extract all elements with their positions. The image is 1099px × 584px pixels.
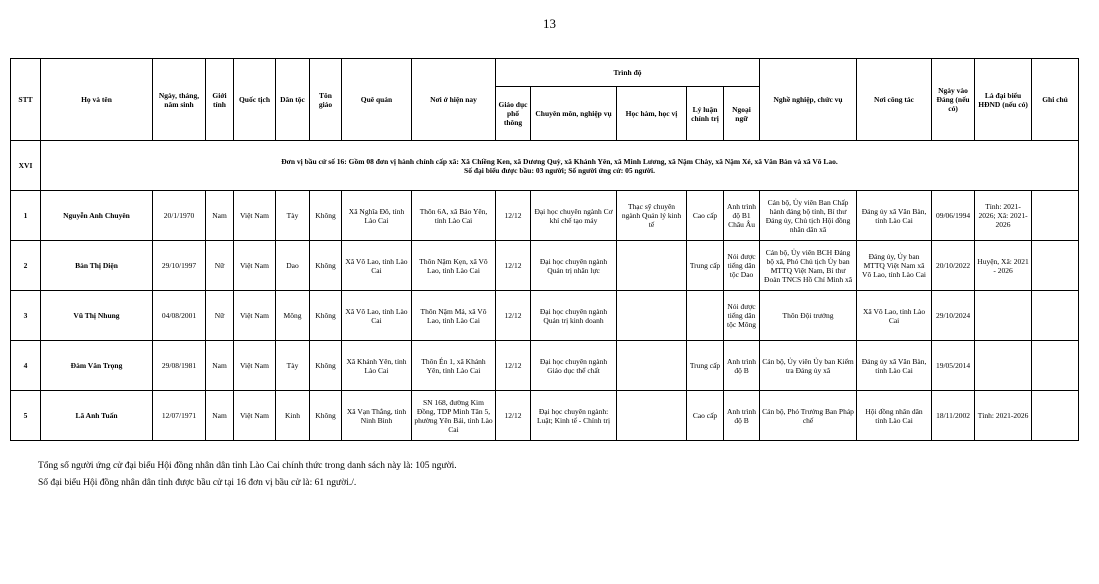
cell-delegate [975, 341, 1032, 391]
header-row-1 [11, 59, 1079, 87]
cell-language: Anh trình độ B1 Châu Âu [724, 191, 760, 241]
cell-ethnicity: Mông [276, 291, 310, 341]
cell-religion: Không [310, 191, 342, 241]
page-number: 13 [543, 16, 556, 31]
cell-residence: Thôn 6A, xã Bảo Yên, tỉnh Lào Cai [412, 191, 496, 241]
cell-politics: Cao cấp [687, 191, 724, 241]
cell-specialty: Đại học chuyên ngành Cơ khí chế tạo máy [531, 191, 617, 241]
cell-general-edu: 12/12 [496, 391, 531, 441]
cell-religion: Không [310, 241, 342, 291]
cell-degree [617, 341, 687, 391]
cell-party-date: 20/10/2022 [932, 241, 975, 291]
cell-hometown: Xã Vạn Thắng, tỉnh Ninh Bình [342, 391, 412, 441]
cell-degree [617, 241, 687, 291]
cell-stt: 4 [11, 341, 41, 391]
footer-total-delegates: Số đại biểu Hội đồng nhân dân tỉnh được bầu cử tại 16 đơn vị bầu cử là: 61 người./. [38, 478, 357, 488]
cell-language: Nói được tiếng dân tộc Mông [724, 291, 760, 341]
cell-delegate: Tỉnh: 2021-2026 [975, 391, 1032, 441]
cell-stt: 2 [11, 241, 41, 291]
header-occupation: Nghề nghiệp, chức vụ [760, 59, 857, 141]
cell-hometown: Xã Võ Lao, tỉnh Lào Cai [342, 241, 412, 291]
cell-occupation: Thôn Đội trưởng [760, 291, 857, 341]
cell-gender: Nam [206, 191, 234, 241]
table-row [11, 391, 1079, 441]
header-ethnicity: Dân tộc [276, 59, 310, 141]
cell-gender: Nam [206, 391, 234, 441]
cell-workplace: Hội đồng nhân dân tỉnh Lào Cai [857, 391, 932, 441]
cell-hometown: Xã Khánh Yên, tỉnh Lào Cai [342, 341, 412, 391]
cell-delegate: Huyện, Xã: 2021 - 2026 [975, 241, 1032, 291]
cell-workplace: Đảng ủy, Ủy ban MTTQ Việt Nam xã Võ Lao, tỉnh Lào Cai [857, 241, 932, 291]
cell-nationality: Việt Nam [234, 191, 276, 241]
cell-specialty: Đại học chuyên ngành Quản trị nhân lực [531, 241, 617, 291]
cell-note [1032, 291, 1079, 341]
cell-party-date: 19/05/2014 [932, 341, 975, 391]
cell-general-edu: 12/12 [496, 341, 531, 391]
header-delegate: Là đại biểu HĐND (nếu có) [975, 59, 1032, 141]
unit-line-1: Đơn vị bầu cử số 16: Gồm 08 đơn vị hành chính cấp xã: Xã Chiềng Ken, xã Dương Quỳ, xã Khánh Yên, xã Minh Lương, xã Nậm Chày, xã Nậm Xé, xã Văn Bàn và xã Võ Lao. [281, 156, 838, 166]
cell-name: Đàm Văn Trọng [41, 341, 153, 391]
cell-religion: Không [310, 341, 342, 391]
cell-specialty: Đại học chuyên ngành Quản trị kinh doanh [531, 291, 617, 341]
header-politics: Lý luận chính trị [687, 87, 724, 141]
cell-degree [617, 391, 687, 441]
cell-workplace: Đảng ủy xã Văn Bàn, tỉnh Lào Cai [857, 191, 932, 241]
unit-line-2: Số đại biểu được bầu: 03 người; Số người ứng cử: 05 người. [464, 165, 655, 175]
cell-stt: 3 [11, 291, 41, 341]
cell-gender: Nữ [206, 291, 234, 341]
cell-general-edu: 12/12 [496, 241, 531, 291]
cell-dob: 12/07/1971 [153, 391, 206, 441]
cell-religion: Không [310, 291, 342, 341]
cell-dob: 20/1/1970 [153, 191, 206, 241]
cell-stt: 1 [11, 191, 41, 241]
cell-party-date: 18/11/2002 [932, 391, 975, 441]
cell-general-edu: 12/12 [496, 291, 531, 341]
cell-workplace: Xã Võ Lao, tỉnh Lào Cai [857, 291, 932, 341]
table-row [11, 341, 1079, 391]
header-general-edu: Giáo dục phổ thông [496, 87, 531, 141]
cell-specialty: Đại học chuyên ngành: Luật; Kinh tế - Chính trị [531, 391, 617, 441]
cell-delegate: Tỉnh: 2021-2026; Xã: 2021-2026 [975, 191, 1032, 241]
cell-dob: 29/08/1981 [153, 341, 206, 391]
cell-occupation: Cán bộ, Phó Trưởng Ban Pháp chế [760, 391, 857, 441]
cell-note [1032, 341, 1079, 391]
cell-politics: Cao cấp [687, 391, 724, 441]
header-stt: STT [11, 59, 41, 141]
cell-nationality: Việt Nam [234, 391, 276, 441]
header-language: Ngoại ngữ [724, 87, 760, 141]
cell-general-edu: 12/12 [496, 191, 531, 241]
cell-ethnicity: Tày [276, 191, 310, 241]
cell-note [1032, 391, 1079, 441]
unit-description [41, 141, 1079, 191]
cell-name: Bàn Thị Diện [41, 241, 153, 291]
cell-degree [617, 291, 687, 341]
footer-total-candidates: Tổng số người ứng cử đại biểu Hội đồng nhân dân tỉnh Lào Cai chính thức trong danh sách này là: 105 người. [38, 461, 457, 471]
cell-occupation: Cán bộ, Ủy viên BCH Đảng bộ xã, Phó Chủ tịch Ủy ban MTTQ Việt Nam, Bí thư Đoàn TNCS Hồ Chí Minh xã [760, 241, 857, 291]
header-specialty: Chuyên môn, nghiệp vụ [531, 87, 617, 141]
cell-language: Nói được tiếng dân tộc Dao [724, 241, 760, 291]
cell-specialty: Đại học chuyên ngành Giáo dục thể chất [531, 341, 617, 391]
cell-dob: 04/08/2001 [153, 291, 206, 341]
table-row [11, 191, 1079, 241]
cell-residence: Thôn Nậm Kẹn, xã Võ Lao, tỉnh Lào Cai [412, 241, 496, 291]
cell-name: Lã Anh Tuấn [41, 391, 153, 441]
cell-nationality: Việt Nam [234, 241, 276, 291]
cell-workplace: Đảng ủy xã Văn Bàn, tỉnh Lào Cai [857, 341, 932, 391]
cell-stt: 5 [11, 391, 41, 441]
table-row [11, 241, 1079, 291]
header-nationality: Quốc tịch [234, 59, 276, 141]
cell-party-date: 29/10/2024 [932, 291, 975, 341]
cell-politics: Trung cấp [687, 241, 724, 291]
cell-ethnicity: Kinh [276, 391, 310, 441]
cell-residence: Thôn Én 1, xã Khánh Yên, tỉnh Lào Cai [412, 341, 496, 391]
cell-gender: Nữ [206, 241, 234, 291]
header-residence: Nơi ở hiện nay [412, 59, 496, 141]
unit-row [11, 141, 1079, 191]
header-note: Ghi chú [1032, 59, 1079, 141]
header-dob: Ngày, tháng, năm sinh [153, 59, 206, 141]
cell-language: Anh trình độ B [724, 341, 760, 391]
cell-nationality: Việt Nam [234, 291, 276, 341]
table-row [11, 291, 1079, 341]
header-hometown: Quê quán [342, 59, 412, 141]
cell-nationality: Việt Nam [234, 341, 276, 391]
cell-hometown: Xã Nghĩa Đô, tỉnh Lào Cai [342, 191, 412, 241]
cell-ethnicity: Dao [276, 241, 310, 291]
candidate-table [10, 58, 1079, 441]
cell-religion: Không [310, 391, 342, 441]
header-gender: Giới tính [206, 59, 234, 141]
cell-name: Vũ Thị Nhung [41, 291, 153, 341]
cell-hometown: Xã Võ Lao, tỉnh Lào Cai [342, 291, 412, 341]
header-religion: Tôn giáo [310, 59, 342, 141]
cell-politics [687, 291, 724, 341]
cell-politics: Trung cấp [687, 341, 724, 391]
header-degree: Học hàm, học vị [617, 87, 687, 141]
cell-delegate [975, 291, 1032, 341]
cell-dob: 29/10/1997 [153, 241, 206, 291]
header-education-group: Trình độ [496, 59, 760, 87]
cell-party-date: 09/06/1994 [932, 191, 975, 241]
cell-occupation: Cán bộ, Ủy viên Ban Chấp hành đảng bộ tỉnh, Bí thư Đảng ủy, Chủ tịch Hội đồng nhân dân xã [760, 191, 857, 241]
cell-note [1032, 241, 1079, 291]
unit-code: XVI [11, 141, 41, 191]
cell-residence: SN 168, đường Kim Đồng, TDP Minh Tân 5, phường Yên Bái, tỉnh Lào Cai [412, 391, 496, 441]
cell-ethnicity: Tày [276, 341, 310, 391]
header-name: Họ và tên [41, 59, 153, 141]
cell-occupation: Cán bộ, Ủy viên Ủy ban Kiểm tra Đảng ủy xã [760, 341, 857, 391]
cell-gender: Nam [206, 341, 234, 391]
cell-note [1032, 191, 1079, 241]
cell-residence: Thôn Nậm Mả, xã Võ Lao, tỉnh Lào Cai [412, 291, 496, 341]
cell-language: Anh trình độ B [724, 391, 760, 441]
header-workplace: Nơi công tác [857, 59, 932, 141]
cell-degree: Thạc sỹ chuyên ngành Quản lý kinh tế [617, 191, 687, 241]
cell-name: Nguyễn Anh Chuyên [41, 191, 153, 241]
header-party-date: Ngày vào Đảng (nếu có) [932, 59, 975, 141]
